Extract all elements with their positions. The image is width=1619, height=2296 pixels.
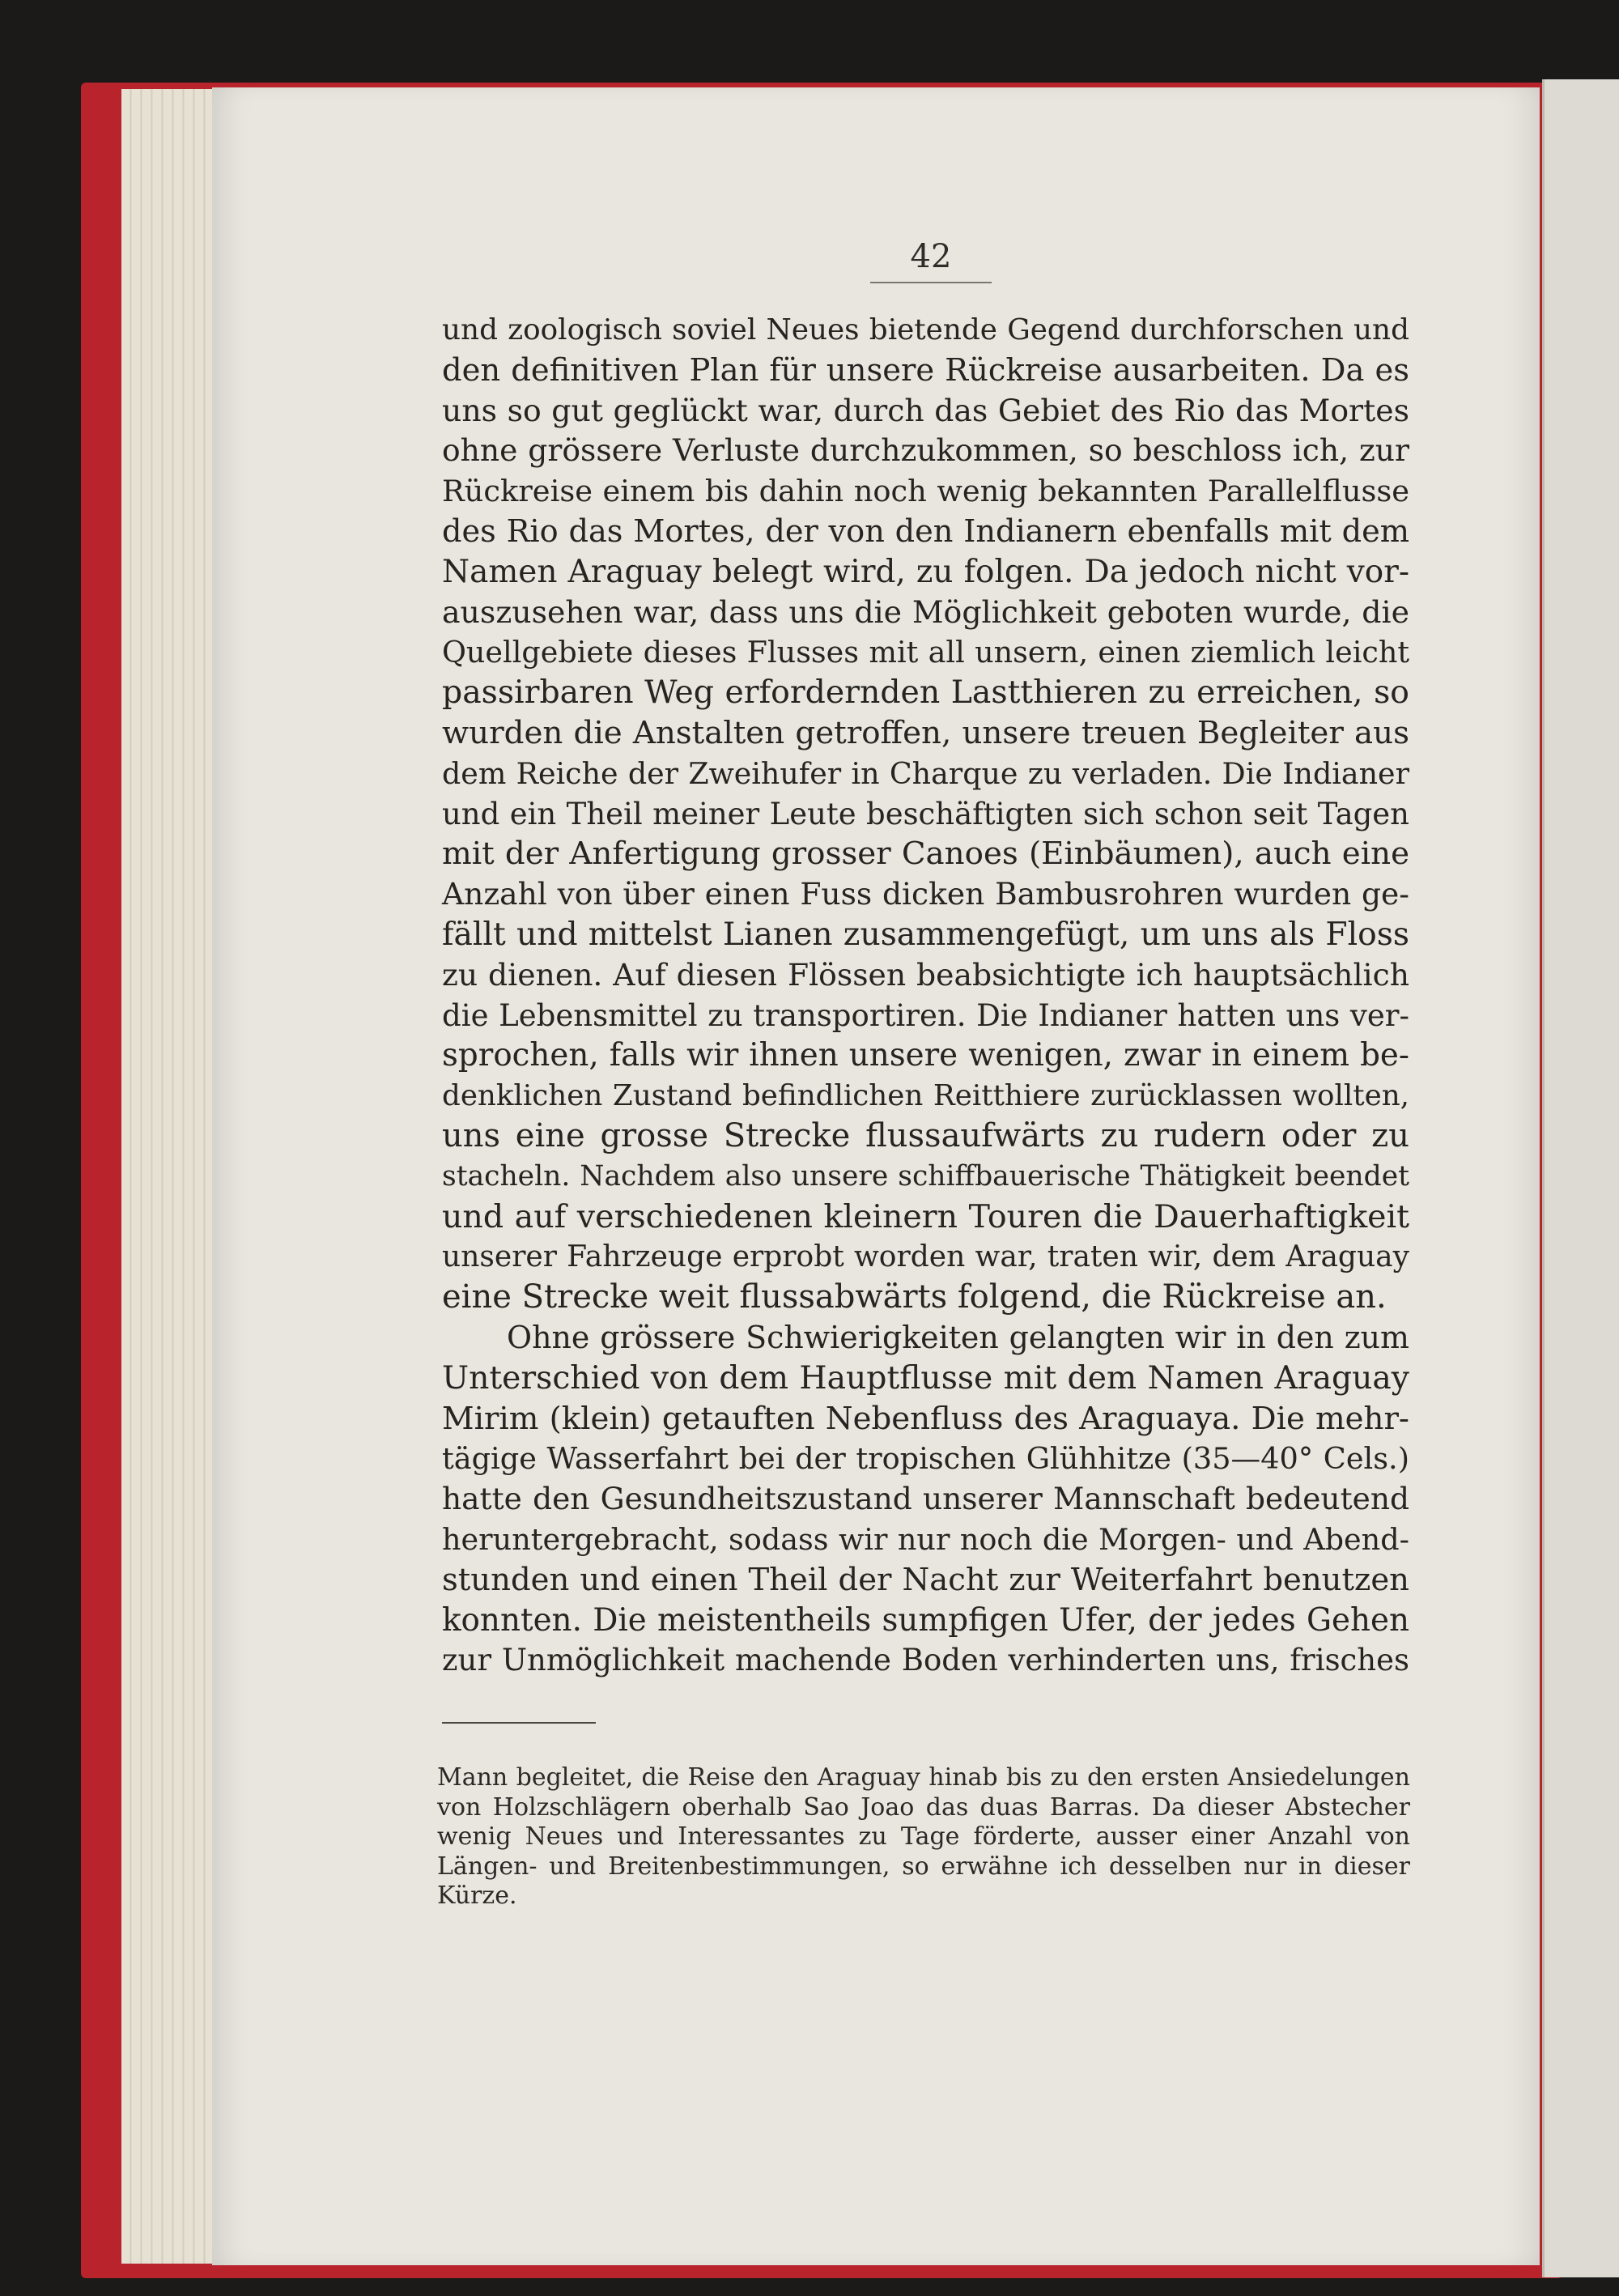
body-line: Rückreise einem bis dahin noch wenig bekannten Parallelflusse xyxy=(442,474,1409,509)
body-line: Unterschied von dem Hauptflusse mit dem Namen Araguay xyxy=(442,1359,1409,1397)
body-line: fällt und mittelst Lianen zusammengefügt, um uns als Floss xyxy=(442,916,1409,953)
footnote-line: wenig Neues und Interessantes zu Tage förderte, ausser einer Anzahl von xyxy=(437,1822,1410,1851)
body-line: hatte den Gesundheitszustand unserer Mannschaft bedeutend xyxy=(442,1481,1409,1517)
body-line: heruntergebracht, sodass wir nur noch die Morgen- und Abend- xyxy=(442,1521,1409,1557)
body-line: zu dienen. Auf diesen Flössen beabsichtigte ich hauptsächlich xyxy=(442,956,1409,993)
footnote-line: Längen- und Breitenbestimmungen, so erwähne ich desselben nur in dieser xyxy=(437,1852,1410,1881)
body-line: uns eine grosse Strecke flussaufwärts zu rudern oder zu xyxy=(442,1116,1409,1154)
body-line: Namen Araguay belegt wird, zu folgen. Da jedoch nicht vor- xyxy=(442,553,1409,590)
footnote-line: Mann begleitet, die Reise den Araguay hinab bis zu den ersten Ansiedelungen xyxy=(437,1763,1410,1792)
body-line: Ohne grössere Schwierigkeiten gelangten wir in den zum xyxy=(507,1319,1409,1355)
body-line: und ein Theil meiner Leute beschäftigten sich schon seit Tagen xyxy=(442,796,1409,831)
body-line: des Rio das Mortes, der von den Indianern ebenfalls mit dem xyxy=(442,512,1409,550)
body-line: stunden und einen Theil der Nacht zur Weiterfahrt benutzen xyxy=(442,1561,1409,1598)
body-line: konnten. Die meistentheils sumpfigen Ufer, der jedes Gehen xyxy=(442,1601,1409,1639)
body-line: ohne grössere Verluste durchzukommen, so beschloss ich, zur xyxy=(442,432,1409,469)
footnote-line: Kürze. xyxy=(437,1881,517,1910)
body-line: den definitiven Plan für unsere Rückreise ausarbeiten. Da es xyxy=(442,351,1409,389)
body-line: zur Unmöglichkeit machende Boden verhinderten uns, frisches xyxy=(442,1643,1409,1678)
page-number-rule xyxy=(870,282,992,283)
body-line: und auf verschiedenen kleinern Touren die Dauerhaftigkeit xyxy=(442,1197,1409,1235)
body-line: Mirim (klein) getauften Nebenfluss des Araguaya. Die mehr- xyxy=(442,1400,1409,1437)
body-line: unserer Fahrzeuge erprobt worden war, traten wir, dem Araguay xyxy=(442,1240,1409,1274)
body-line: tägige Wasserfahrt bei der tropischen Glühhitze (35—40° Cels.) xyxy=(442,1441,1409,1477)
footnote-rule xyxy=(442,1722,596,1724)
body-line: wurden die Anstalten getroffen, unsere treuen Begleiter aus xyxy=(442,714,1409,751)
body-line: dem Reiche der Zweihufer in Charque zu verladen. Die Indianer xyxy=(442,755,1409,791)
body-line: auszusehen war, dass uns die Möglichkeit geboten wurde, die xyxy=(442,593,1409,630)
body-line: die Lebensmittel zu transportiren. Die Indianer hatten uns ver- xyxy=(442,997,1409,1033)
footnote xyxy=(437,1763,1410,1911)
body-line: sprochen, falls wir ihnen unsere wenigen, zwar in einem be- xyxy=(442,1037,1409,1074)
page-number: 42 xyxy=(910,238,952,275)
body-line: passirbaren Weg erfordernden Lastthieren zu erreichen, so xyxy=(442,674,1409,712)
body-line: mit der Anfertigung grosser Canoes (Einbäumen), auch eine xyxy=(442,835,1409,873)
body-line: Quellgebiete dieses Flusses mit all unsern, einen ziemlich leicht xyxy=(442,635,1409,670)
body-line: und zoologisch soviel Neues bietende Gegend durchforschen und xyxy=(442,313,1409,347)
body-line: Anzahl von über einen Fuss dicken Bambusrohren wurden ge- xyxy=(442,876,1409,912)
footnote-line: von Holzschlägern oberhalb Sao Joao das duas Barras. Da dieser Abstecher xyxy=(437,1792,1410,1822)
facing-page-edge xyxy=(1542,79,1619,2277)
body-line: stacheln. Nachdem also unsere schiffbauerische Thätigkeit beendet xyxy=(442,1159,1409,1193)
body-line: uns so gut geglückt war, durch das Gebiet des Rio das Mortes xyxy=(442,392,1409,428)
body-line: denklichen Zustand befindlichen Reitthiere zurücklassen wollten, xyxy=(442,1079,1409,1113)
body-text xyxy=(442,310,1409,1681)
body-line: eine Strecke weit flussabwärts folgend, die Rückreise an. xyxy=(442,1278,1387,1316)
